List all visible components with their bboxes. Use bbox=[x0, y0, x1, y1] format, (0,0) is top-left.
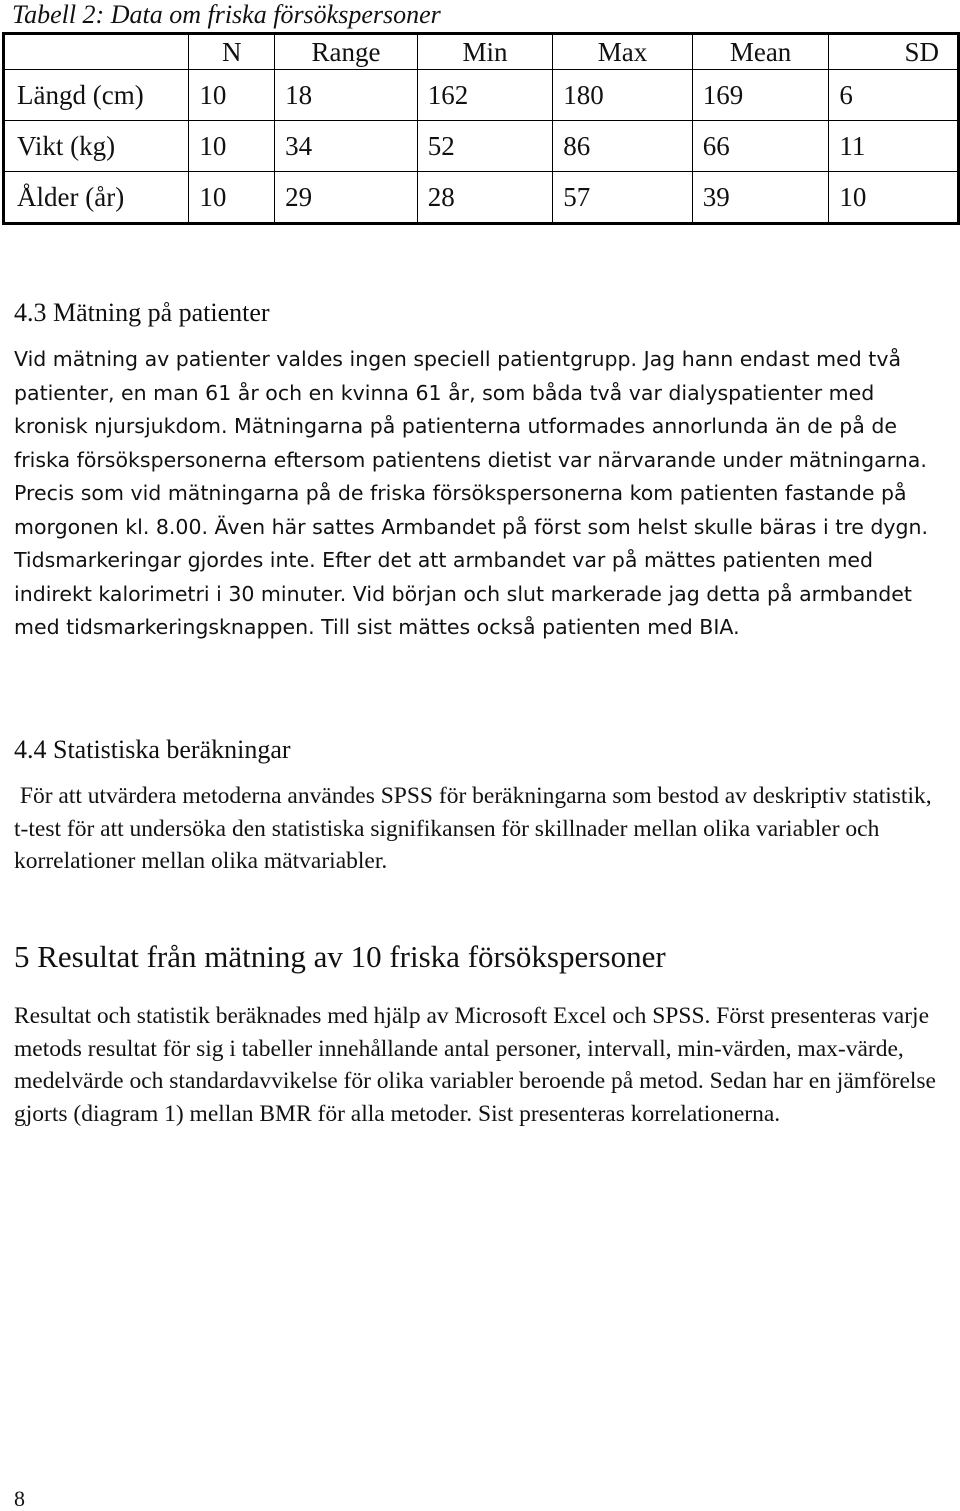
row-label: Vikt (kg) bbox=[4, 121, 189, 172]
row-label: Ålder (år) bbox=[4, 172, 189, 224]
table-cell: 34 bbox=[275, 121, 418, 172]
table-cell: 57 bbox=[553, 172, 693, 224]
table-cell: 52 bbox=[417, 121, 553, 172]
table-cell: 162 bbox=[417, 70, 553, 121]
table-cell: 169 bbox=[692, 70, 829, 121]
table-row bbox=[4, 172, 959, 224]
table-cell: 10 bbox=[189, 172, 275, 224]
data-table bbox=[2, 32, 960, 225]
table-cell: 66 bbox=[692, 121, 829, 172]
section-heading-5: 5 Resultat från mätning av 10 friska försökspersoner bbox=[14, 939, 666, 974]
table-cell: 86 bbox=[553, 121, 693, 172]
table-header-cell: Min bbox=[417, 34, 553, 70]
section-body-4-3: Vid mätning av patienter valdes ingen speciell patientgrupp. Jag hann endast med två patienter, en man 61 år och en kvinna 61 år, som båda två var dialyspatienter med kronisk njursjukdom. Mätningarna på patienterna utformades annorlunda än de på de friska försökspersonerna eftersom patientens dietist var närvarande under mätningarna. Precis som vid mätningarna på de friska försökspersonerna kom patienten fastande på morgonen kl. 8.00. Även här sattes Armbandet på först som helst skulle bäras i tre dygn. Tidsmarkeringar gjordes inte. Efter det att armbandet var på mättes patienten med indirekt kalorimetri i 30 minuter. Vid början och slut markerade jag detta på armbandet med tidsmarkeringsknappen. Till sist mättes också patienten med BIA. bbox=[14, 347, 929, 639]
table-header-row bbox=[4, 34, 959, 70]
table-header-cell: SD bbox=[829, 34, 959, 70]
table-header-cell: Range bbox=[275, 34, 418, 70]
table-header-cell: N bbox=[189, 34, 275, 70]
table-cell: 28 bbox=[417, 172, 553, 224]
table-cell: 39 bbox=[692, 172, 829, 224]
page-number: 8 bbox=[14, 1486, 25, 1511]
section-body-4-4: För att utvärdera metoderna användes SPSS för beräkningarna som bestod av deskriptiv statistik, t-test för att undersöka den statistiska signifikansen för skillnader mellan olika variabler och korrelationer mellan olika mätvariabler. bbox=[14, 783, 938, 874]
table-cell: 180 bbox=[553, 70, 693, 121]
table-cell: 10 bbox=[189, 70, 275, 121]
table-row bbox=[4, 121, 959, 172]
table-cell: 11 bbox=[829, 121, 959, 172]
section-heading-4-3: 4.3 Mätning på patienter bbox=[14, 298, 270, 327]
section-heading-4-4: 4.4 Statistiska beräkningar bbox=[14, 735, 291, 764]
table-cell: 10 bbox=[829, 172, 959, 224]
table-cell: 6 bbox=[829, 70, 959, 121]
table-header-cell bbox=[4, 34, 189, 70]
table-cell: 18 bbox=[275, 70, 418, 121]
table-caption: Tabell 2: Data om friska försökspersoner bbox=[12, 0, 441, 29]
section-body-5: Resultat och statistik beräknades med hjälp av Microsoft Excel och SPSS. Först presenteras varje metods resultat för sig i tabeller innehållande antal personer, intervall, min-värden, max-värde, medelvärde och standardavvikelse för olika variabler beroende på metod. Sedan har en jämförelse gjorts (diagram 1) mellan BMR för alla metoder. Sist presenteras korrelationerna. bbox=[14, 1003, 936, 1127]
table-row bbox=[4, 70, 959, 121]
row-label: Längd (cm) bbox=[4, 70, 189, 121]
table-cell: 29 bbox=[275, 172, 418, 224]
table-header-cell: Mean bbox=[692, 34, 829, 70]
table-header-cell: Max bbox=[553, 34, 693, 70]
table-cell: 10 bbox=[189, 121, 275, 172]
